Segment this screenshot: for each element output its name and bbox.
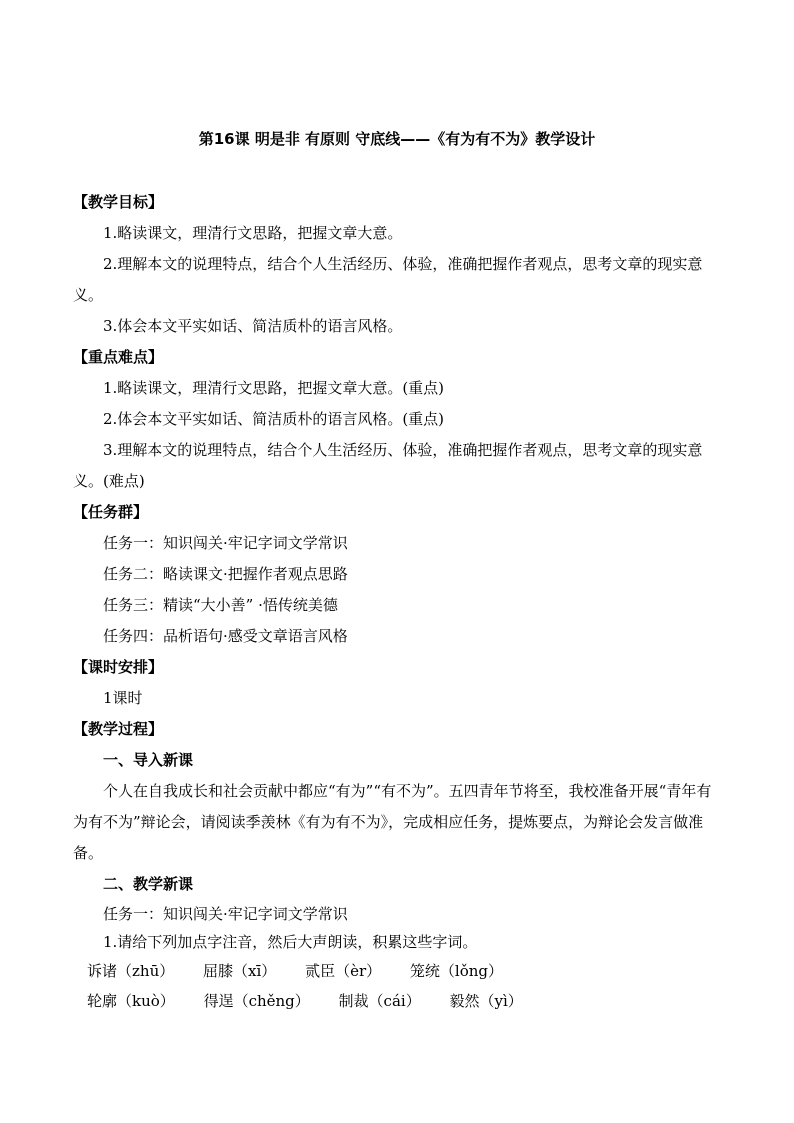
- tasks-heading: 【任务群】: [73, 503, 149, 521]
- task-item: 任务一：知识闯关·牢记字词文学常识: [103, 534, 348, 552]
- goal-item: 1.略读课文，理清行文思路，把握文章大意。: [103, 224, 403, 242]
- document-body: [73, 187, 723, 1016]
- schedule-value: 1课时: [103, 689, 143, 707]
- part1-text: 个人在自我成长和社会贡献中都应“有为”“有不为”。五四青年节将至，我校准备开展“青年有为有不为”辩论会，请阅读季羡林《有为有不为》，完成相应任务，提炼要点，为辩论会发言做准备。: [73, 782, 712, 862]
- word-item: 制裁（cái）: [338, 992, 421, 1010]
- part2-title: 二、教学新课: [103, 875, 194, 893]
- key-point-item: 1.略读课文，理清行文思路，把握文章大意。(重点): [103, 379, 445, 397]
- task-item: 任务四：品析语句·感受文章语言风格: [103, 627, 348, 645]
- page-title: 第16课 明是非 有原则 守底线——《有为有不为》教学设计: [198, 130, 596, 148]
- goal-item: 3.体会本文平实如话、简洁质朴的语言风格。: [103, 317, 403, 335]
- task1-instruction: 1.请给下列加点字注音，然后大声朗读，积累这些字词。: [103, 933, 478, 951]
- process-heading: 【教学过程】: [73, 720, 164, 738]
- key-point-item: 3.理解本文的说理特点，结合个人生活经历、体验，准确把握作者观点，思考文章的现实意义。(难点): [73, 441, 703, 490]
- words-row-1: [73, 956, 723, 986]
- word-item: 诉诸（zhū）: [87, 962, 175, 980]
- task1-title: 任务一：知识闯关·牢记字词文学常识: [103, 905, 348, 923]
- schedule-heading: 【课时安排】: [73, 658, 164, 676]
- word-item: 贰臣（èr）: [305, 962, 382, 980]
- key-points-heading: 【重点难点】: [73, 348, 164, 366]
- word-item: 笼统（lǒng）: [409, 962, 503, 980]
- words-row-2: [73, 986, 723, 1016]
- part1-title: 一、导入新课: [103, 751, 194, 769]
- task-item: 任务二：略读课文·把握作者观点思路: [103, 565, 348, 583]
- key-point-item: 2.体会本文平实如话、简洁质朴的语言风格。(重点): [103, 410, 445, 428]
- task-item: 任务三：精读“大小善” ·悟传统美德: [103, 596, 338, 614]
- word-item: 轮廓（kuò）: [87, 992, 175, 1010]
- goals-heading: 【教学目标】: [73, 193, 164, 211]
- word-item: 毅然（yì）: [449, 992, 523, 1010]
- word-item: 屈膝（xī）: [203, 962, 277, 980]
- word-item: 得逞（chěng）: [203, 992, 310, 1010]
- goal-item: 2.理解本文的说理特点，结合个人生活经历、体验，准确把握作者观点，思考文章的现实意义。: [73, 255, 703, 304]
